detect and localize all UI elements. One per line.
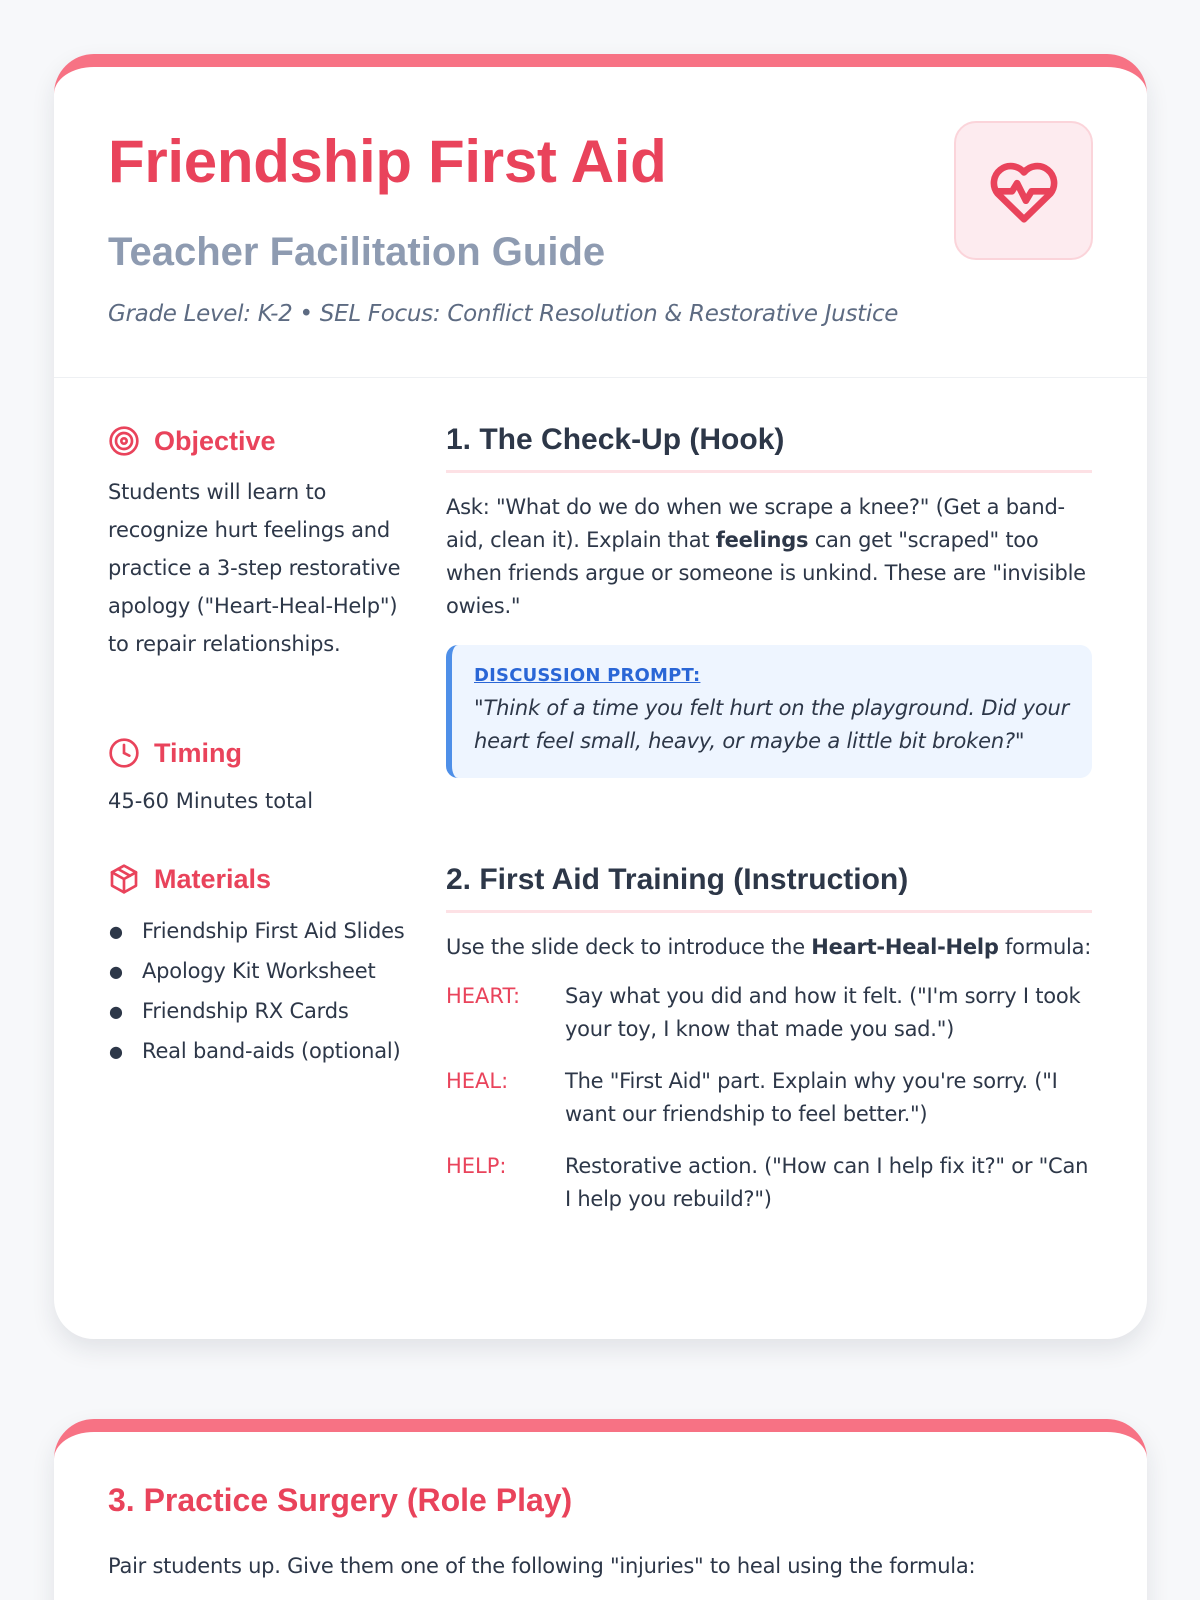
section2-intro-bold: Heart-Heal-Help <box>811 935 999 959</box>
target-icon <box>108 425 140 457</box>
objective-heading <box>108 423 408 459</box>
section1-text-a: Ask: "What do we do when we scrape a knee?" (Get a band-aid, clean it). Explain that <box>446 495 1065 552</box>
guide-card <box>54 54 1147 1339</box>
section3-text: Pair students up. Give them one of the following "injuries" to heal using the formula: <box>108 1554 976 1578</box>
section2-heading: 2. First Aid Training (Instruction) <box>446 863 1092 913</box>
material-label: Friendship First Aid Slides <box>142 919 405 943</box>
page-title: Friendship First Aid <box>108 128 667 195</box>
step-label: HEAL: <box>446 1069 509 1093</box>
section2-intro-a: Use the slide deck to introduce the <box>446 935 812 959</box>
section1-text-bold: feelings <box>715 528 809 552</box>
step-label: HEART: <box>446 984 521 1008</box>
grade-meta: Grade Level: K-2 • SEL Focus: Conflict Resolution & Restorative Justice <box>108 301 899 327</box>
section1-text <box>446 491 1092 623</box>
materials-list <box>108 915 408 1068</box>
section2-intro <box>446 931 1092 964</box>
list-item: ● Apology Kit Worksheet <box>109 959 376 983</box>
list-item: ● Friendship RX Cards <box>109 999 349 1023</box>
section1-text-b: can get "scraped" too when friends argue or someone is unkind. These are "invisible owies." <box>446 528 1086 618</box>
material-label: Real band-aids (optional) <box>142 1039 401 1063</box>
objective-block <box>108 423 408 663</box>
heart-pulse-icon <box>986 158 1062 224</box>
material-label: Apology Kit Worksheet <box>142 959 376 983</box>
materials-block <box>108 861 408 1075</box>
formula-step-heal <box>446 1065 1092 1131</box>
section-check-up <box>446 423 1092 778</box>
clock-icon <box>108 737 140 769</box>
step-desc: Restorative action. ("How can I help fix it?" or "Can I help you rebuild?") <box>565 1154 1089 1211</box>
box-icon <box>108 863 140 895</box>
step-desc: The "First Aid" part. Explain why you're sorry. ("I want our friendship to feel better.") <box>565 1069 1058 1126</box>
formula-steps <box>446 980 1092 1216</box>
section2-intro-b: formula: <box>998 935 1092 959</box>
section3-heading: 3. Practice Surgery (Role Play) <box>108 1482 573 1518</box>
timing-text: 45-60 Minutes total <box>108 789 314 813</box>
objective-heading-label: Objective <box>154 425 276 456</box>
page-subtitle: Teacher Facilitation Guide <box>108 230 606 274</box>
logo-badge <box>954 121 1093 260</box>
list-item: ● Friendship First Aid Slides <box>109 919 405 943</box>
prompt-label: DISCUSSION PROMPT: <box>474 665 701 686</box>
step-label: HELP: <box>446 1154 507 1178</box>
step-desc: Say what you did and how it felt. ("I'm sorry I took your toy, I know that made you sad.") <box>565 984 1081 1041</box>
timing-block <box>108 735 408 813</box>
main-content <box>446 423 1092 1211</box>
material-label: Friendship RX Cards <box>142 999 349 1023</box>
section-first-aid-training <box>446 863 1092 1235</box>
formula-step-heart <box>446 980 1092 1046</box>
guide-header <box>54 67 1147 378</box>
materials-heading <box>108 861 408 897</box>
timing-heading <box>108 735 408 771</box>
section1-heading: 1. The Check-Up (Hook) <box>446 423 1092 473</box>
discussion-prompt <box>446 645 1092 778</box>
formula-step-help <box>446 1150 1092 1216</box>
practice-card <box>54 1419 1147 1600</box>
list-item: ● Real band-aids (optional) <box>109 1039 401 1063</box>
objective-text: Students will learn to recognize hurt feelings and practice a 3-step restorative apology ("Heart-Heal-Help") to repair relationships. <box>108 480 401 656</box>
sidebar <box>108 423 408 1063</box>
prompt-text: "Think of a time you felt hurt on the playground. Did your heart feel small, heavy, or maybe a little bit broken?" <box>474 696 1070 753</box>
materials-heading-label: Materials <box>154 863 272 894</box>
timing-heading-label: Timing <box>154 737 243 768</box>
